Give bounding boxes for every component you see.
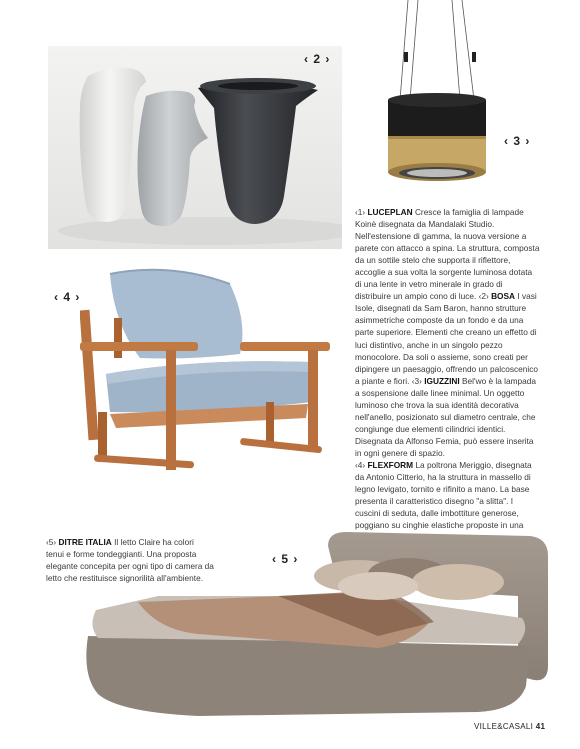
article-text xyxy=(355,206,540,543)
armchair-illustration xyxy=(80,262,342,484)
armchair-photo xyxy=(80,262,342,484)
brand-iguzzini: IGUZZINI xyxy=(424,375,460,386)
item-number-2: ‹2› xyxy=(478,291,489,302)
bed-illustration xyxy=(78,526,556,726)
bed-photo xyxy=(78,526,556,726)
marker-vases: ‹ 2 › xyxy=(304,52,331,66)
item-number-1: ‹1› xyxy=(355,207,366,217)
brand-bosa: BOSA xyxy=(491,291,516,302)
brand-luceplan: LUCEPLAN xyxy=(367,207,413,217)
item-number-4: ‹4› xyxy=(355,459,366,470)
page-number: 41 xyxy=(535,722,546,731)
page-folio xyxy=(474,722,545,731)
description-bosa: I vasi Isole, disegnati da Sam Baron, hanno strutture asimmetriche composte da un fondo e da una parte superiore. Elementi che creano un effetto di luci distintivo, anche in un singolo pezzo monocolore. Da soli o assieme, sono creati per dipingere un paesaggio, offrendo un palcoscenico a piante e fiori. xyxy=(355,291,538,386)
vases-illustration xyxy=(48,46,342,249)
item-number-3: ‹3› xyxy=(411,375,422,386)
description-iguzzini: Bel'wo è la lampada a sospensione dalle linee minimal. Un oggetto luminoso che trova la sua identità decorativa nell'anello, posizionato sul diametro centrale, che congiunge due elementi cilindrici identici. Disegnata da Alfonso Femia, può essere inserita in ogni genere di spazio. xyxy=(355,375,537,458)
brand-ditre-italia: DITRE ITALIA xyxy=(58,537,112,547)
vases-photo xyxy=(48,46,342,249)
magazine-name: VILLE&CASALI xyxy=(474,722,534,731)
marker-armchair: ‹ 4 › xyxy=(54,290,81,304)
brand-flexform: FLEXFORM xyxy=(367,459,414,470)
description-ditre-italia: Il letto Claire ha colori tenui e forme tondeggianti. Una proposta elegante concepita per ogni tipo di camera da letto che restituisce signorilità all'ambiente. xyxy=(46,537,214,584)
marker-bed: ‹ 5 › xyxy=(272,552,299,566)
marker-lamp: ‹ 3 › xyxy=(504,134,531,148)
description-flexform: La poltrona Meriggio, disegnata da Antonio Citterio, ha la struttura in massello di legno levigato, tornito e rifinito a mano. La base presenta il caratteristico disegno "a slitta". I cuscini di seduta, dalle imbottiture generose, poggiano su cinghie elastiche proposte in una xyxy=(355,459,532,531)
item-number-5: ‹5› xyxy=(46,537,57,547)
pendant-lamp xyxy=(370,0,510,200)
description-luceplan: Cresce la famiglia di lampade Koinè disegnata da Mandalaki Studio. Nell'estensione di gamma, la nuova versione a parete con attacco a spina. La struttura, composta da un sottile stelo che supporta il riflettore, accoglie a sua volta la sorgente luminosa dotata di una lente in vetro minerale in grado di distribuire un ampio cono di luce. xyxy=(355,207,540,302)
pendant-lamp-illustration xyxy=(370,0,510,200)
